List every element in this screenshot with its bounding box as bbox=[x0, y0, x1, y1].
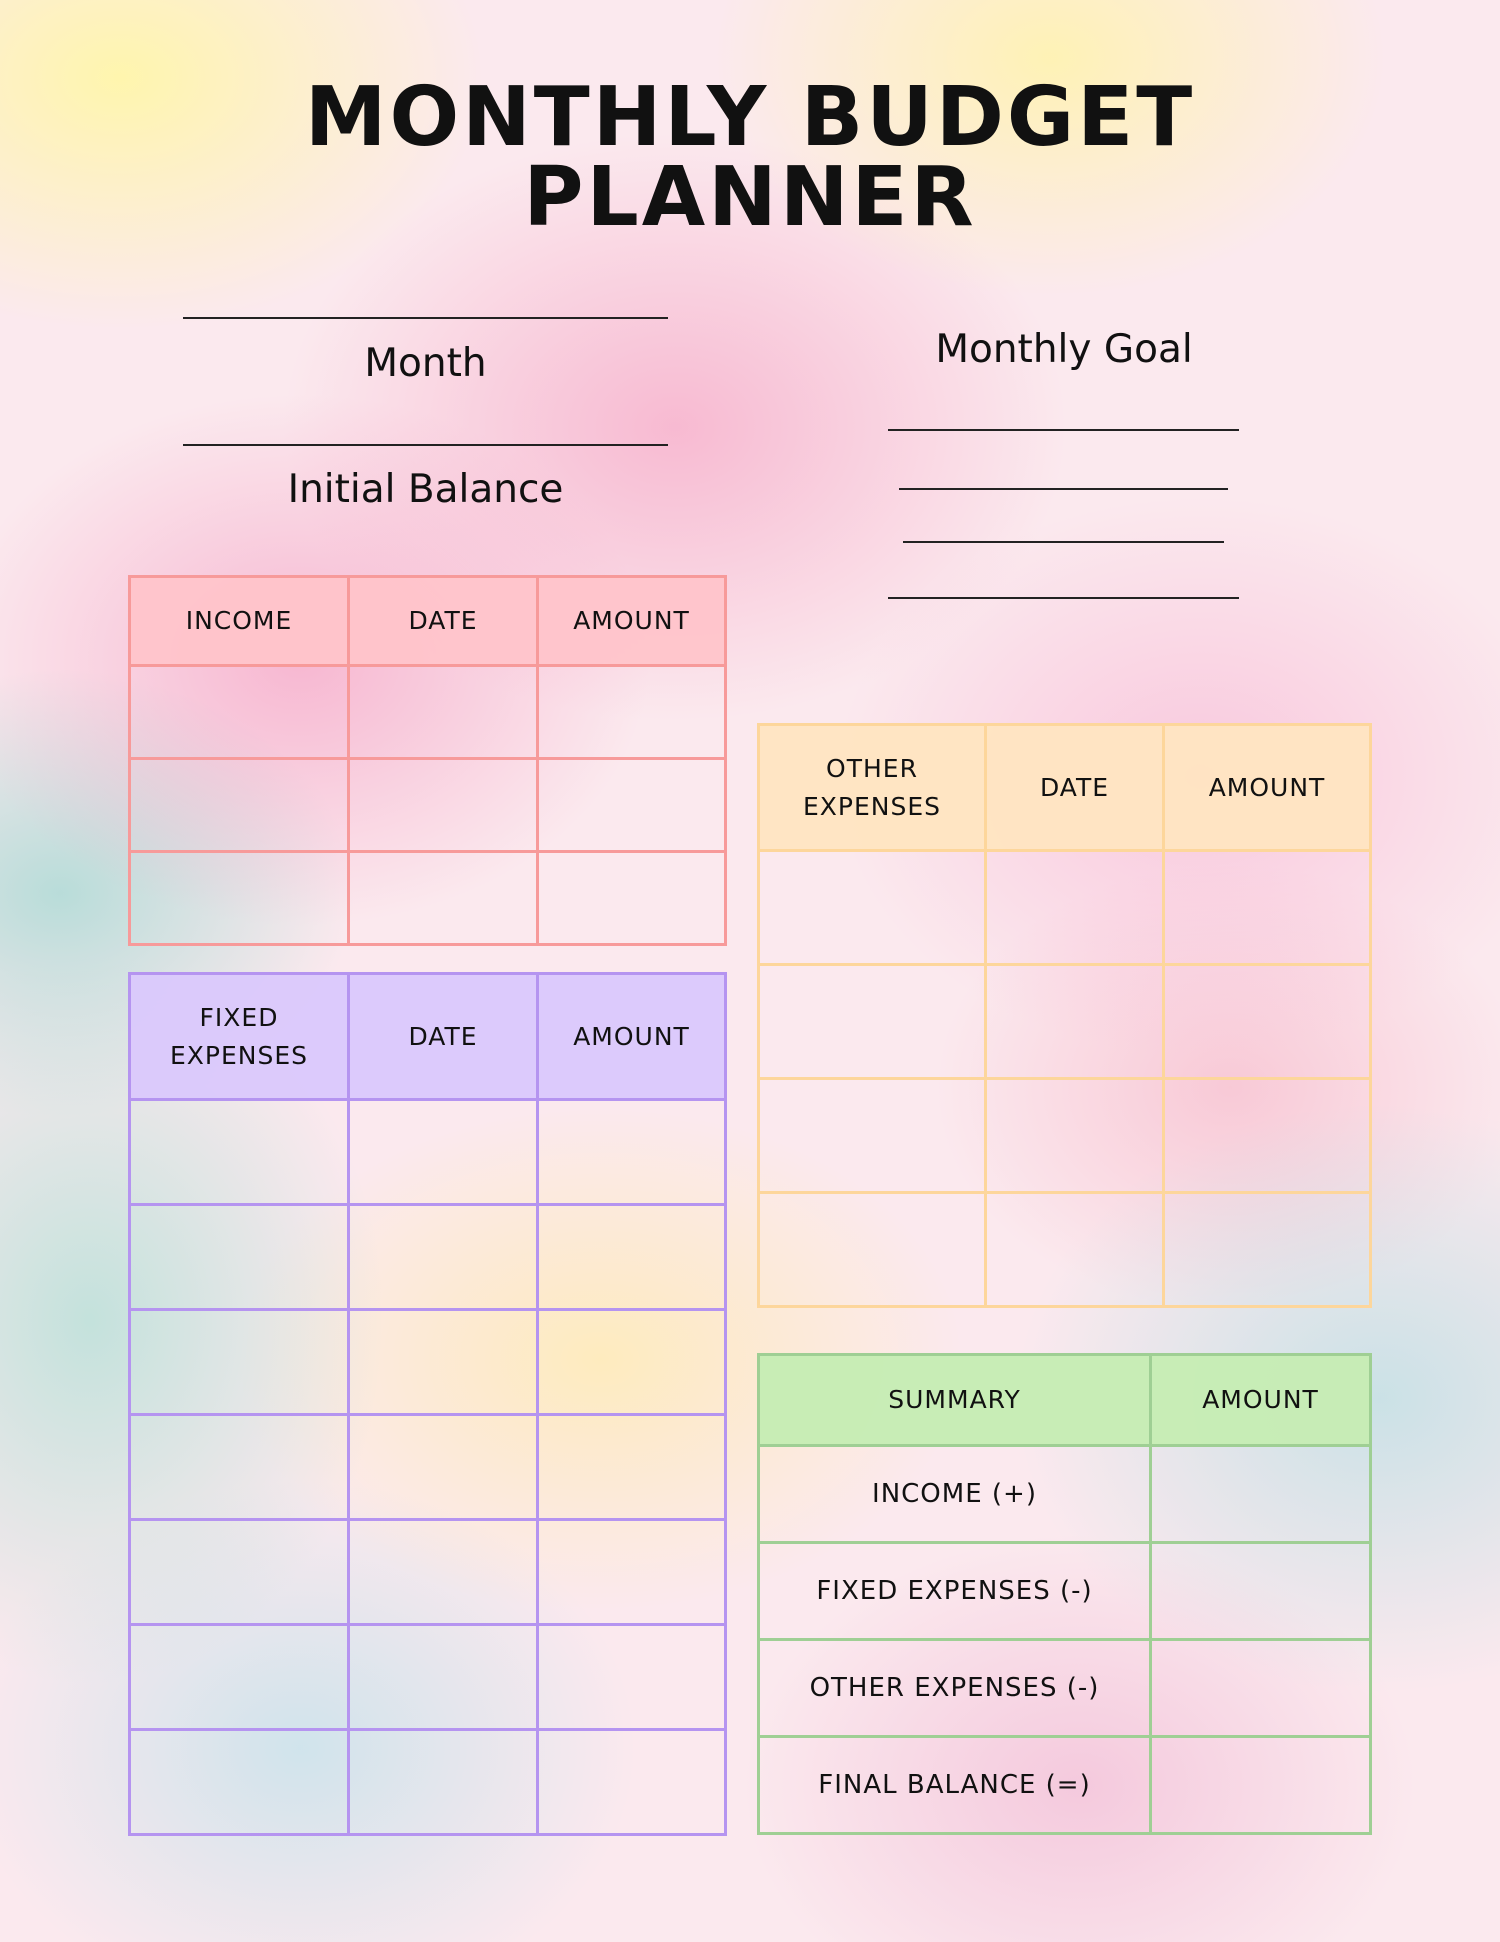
month-input-line[interactable] bbox=[183, 317, 668, 319]
table-cell[interactable] bbox=[349, 1100, 538, 1205]
table-cell[interactable] bbox=[759, 851, 986, 965]
table-row bbox=[759, 851, 1371, 965]
summary-header: SUMMARY bbox=[759, 1355, 1151, 1446]
income-table bbox=[128, 575, 727, 946]
table-cell[interactable] bbox=[130, 759, 349, 852]
table-cell[interactable] bbox=[1164, 965, 1371, 1079]
table-header-row bbox=[759, 725, 1371, 851]
table-cell[interactable] bbox=[538, 1520, 726, 1625]
monthly-goal-line-2[interactable] bbox=[899, 488, 1228, 490]
summary-other-expenses-amount-cell[interactable] bbox=[1151, 1640, 1371, 1737]
table-cell[interactable] bbox=[130, 852, 349, 945]
table-cell[interactable] bbox=[349, 1520, 538, 1625]
table-cell[interactable] bbox=[130, 1415, 349, 1520]
amount-header: AMOUNT bbox=[538, 974, 726, 1100]
table-row bbox=[130, 666, 726, 759]
table-cell[interactable] bbox=[759, 965, 986, 1079]
table-cell[interactable] bbox=[538, 666, 726, 759]
table-cell[interactable] bbox=[759, 1079, 986, 1193]
table-row bbox=[759, 1737, 1371, 1834]
table-cell[interactable] bbox=[349, 1625, 538, 1730]
table-cell[interactable] bbox=[130, 666, 349, 759]
table-cell[interactable] bbox=[1164, 1079, 1371, 1193]
table-cell[interactable] bbox=[538, 1415, 726, 1520]
table-cell[interactable] bbox=[130, 1730, 349, 1835]
table-cell[interactable] bbox=[759, 1193, 986, 1307]
table-cell[interactable] bbox=[986, 1079, 1164, 1193]
table-header-row bbox=[130, 974, 726, 1100]
table-row bbox=[759, 1193, 1371, 1307]
summary-row-other-expenses: OTHER EXPENSES (-) bbox=[759, 1640, 1151, 1737]
date-header: DATE bbox=[986, 725, 1164, 851]
other-expenses-header-line-2: EXPENSES bbox=[802, 791, 942, 821]
table-cell[interactable] bbox=[538, 1625, 726, 1730]
table-row bbox=[130, 1205, 726, 1310]
table-row bbox=[130, 1730, 726, 1835]
summary-fixed-expenses-amount-cell[interactable] bbox=[1151, 1543, 1371, 1640]
table-cell[interactable] bbox=[130, 1310, 349, 1415]
other-expenses-table bbox=[757, 723, 1372, 1308]
table-cell[interactable] bbox=[986, 851, 1164, 965]
table-cell[interactable] bbox=[538, 1310, 726, 1415]
summary-income-amount-cell[interactable] bbox=[1151, 1446, 1371, 1543]
fixed-expenses-header-line-2: EXPENSES bbox=[169, 1040, 309, 1070]
table-cell[interactable] bbox=[1164, 851, 1371, 965]
table-row bbox=[130, 759, 726, 852]
table-cell[interactable] bbox=[349, 1205, 538, 1310]
table-row bbox=[130, 1310, 726, 1415]
table-cell[interactable] bbox=[349, 1730, 538, 1835]
income-header: INCOME bbox=[130, 577, 349, 666]
other-expenses-header-line-1: OTHER bbox=[826, 753, 918, 783]
table-row bbox=[759, 1446, 1371, 1543]
amount-header: AMOUNT bbox=[538, 577, 726, 666]
amount-header: AMOUNT bbox=[1164, 725, 1371, 851]
table-cell[interactable] bbox=[349, 852, 538, 945]
table-row bbox=[759, 1543, 1371, 1640]
table-cell[interactable] bbox=[538, 852, 726, 945]
date-header: DATE bbox=[349, 974, 538, 1100]
monthly-goal-line-3[interactable] bbox=[903, 541, 1224, 543]
monthly-goal-line-1[interactable] bbox=[888, 429, 1239, 431]
table-cell[interactable] bbox=[130, 1205, 349, 1310]
table-row bbox=[759, 1079, 1371, 1193]
table-cell[interactable] bbox=[349, 1310, 538, 1415]
amount-header: AMOUNT bbox=[1151, 1355, 1371, 1446]
date-header: DATE bbox=[349, 577, 538, 666]
other-expenses-header bbox=[759, 725, 986, 851]
fixed-expenses-table bbox=[128, 972, 727, 1836]
table-cell[interactable] bbox=[130, 1625, 349, 1730]
table-cell[interactable] bbox=[130, 1520, 349, 1625]
summary-row-final-balance: FINAL BALANCE (=) bbox=[759, 1737, 1151, 1834]
month-label: Month bbox=[364, 341, 487, 386]
page-title bbox=[0, 70, 1500, 245]
table-cell[interactable] bbox=[349, 1415, 538, 1520]
table-cell[interactable] bbox=[538, 1100, 726, 1205]
table-cell[interactable] bbox=[349, 666, 538, 759]
summary-row-income: INCOME (+) bbox=[759, 1446, 1151, 1543]
title-line-1: MONTHLY BUDGET bbox=[304, 70, 1196, 165]
initial-balance-label: Initial Balance bbox=[287, 467, 564, 512]
table-cell[interactable] bbox=[986, 965, 1164, 1079]
table-cell[interactable] bbox=[349, 759, 538, 852]
table-row bbox=[759, 965, 1371, 1079]
table-row bbox=[130, 1415, 726, 1520]
monthly-goal-label: Monthly Goal bbox=[935, 327, 1193, 372]
fixed-expenses-header bbox=[130, 974, 349, 1100]
table-cell[interactable] bbox=[538, 759, 726, 852]
table-row bbox=[130, 1520, 726, 1625]
monthly-goal-line-4[interactable] bbox=[888, 597, 1239, 599]
table-header-row bbox=[130, 577, 726, 666]
summary-row-fixed-expenses: FIXED EXPENSES (-) bbox=[759, 1543, 1151, 1640]
table-row bbox=[759, 1640, 1371, 1737]
table-cell[interactable] bbox=[538, 1730, 726, 1835]
summary-final-balance-amount-cell[interactable] bbox=[1151, 1737, 1371, 1834]
table-cell[interactable] bbox=[130, 1100, 349, 1205]
table-row bbox=[130, 1100, 726, 1205]
initial-balance-input-line[interactable] bbox=[183, 444, 668, 446]
fixed-expenses-header-line-1: FIXED bbox=[199, 1002, 279, 1032]
table-row bbox=[130, 852, 726, 945]
table-cell[interactable] bbox=[538, 1205, 726, 1310]
table-header-row bbox=[759, 1355, 1371, 1446]
table-row bbox=[130, 1625, 726, 1730]
title-line-2: PLANNER bbox=[523, 150, 977, 245]
table-cell[interactable] bbox=[1164, 1193, 1371, 1307]
table-cell[interactable] bbox=[986, 1193, 1164, 1307]
summary-table bbox=[757, 1353, 1372, 1835]
